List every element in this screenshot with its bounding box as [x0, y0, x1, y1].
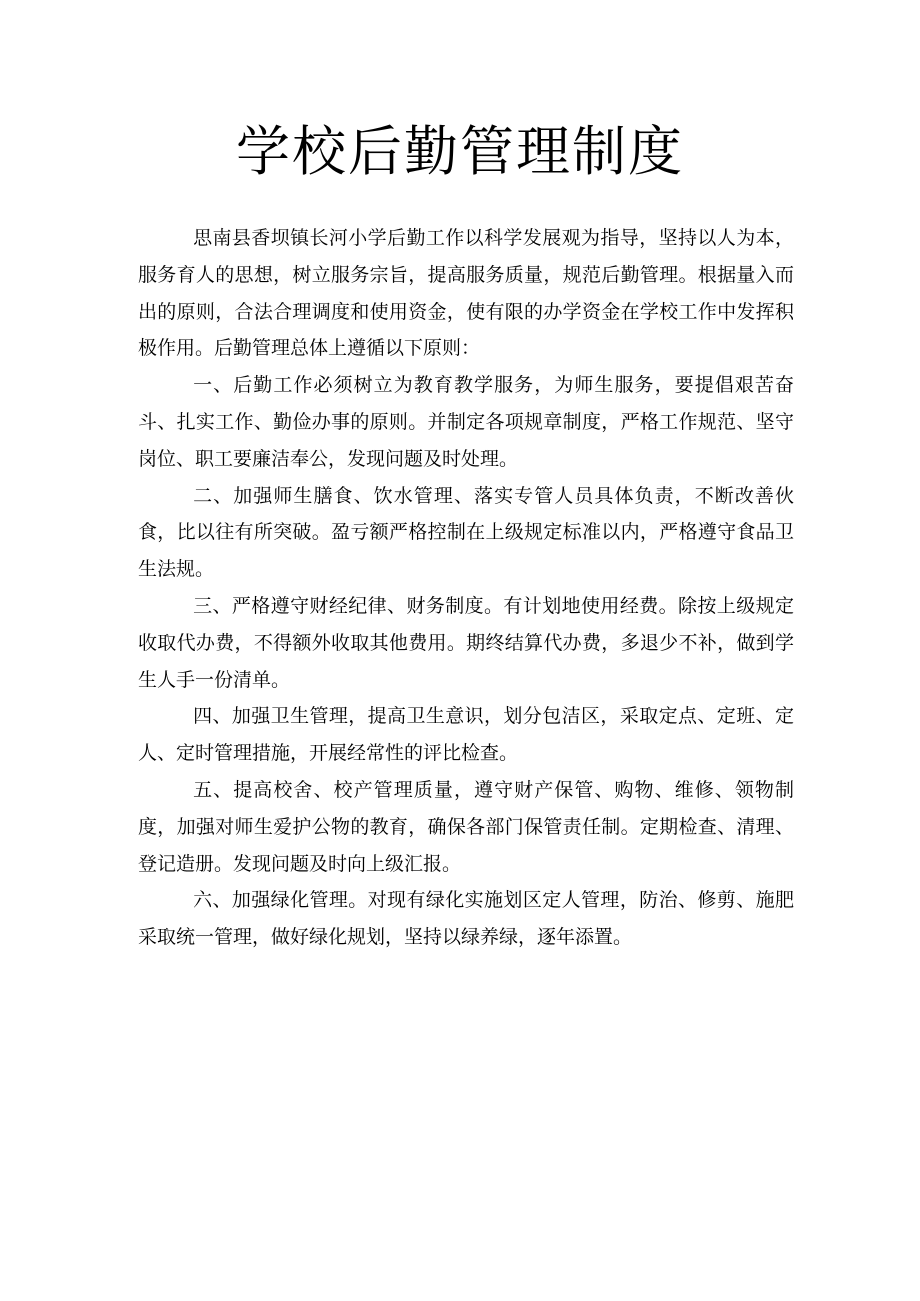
paragraph-rule-3: 三、严格遵守财经纪律、财务制度。有计划地使用经费。除按上级规定收取代办费，不得额外收取其他费用。期终结算代办费，多退少不补，做到学生人手一份清单。	[138, 594, 794, 691]
paragraph-rule-6: 六、加强绿化管理。对现有绿化实施划区定人管理，防治、修剪、施肥采取统一管理，做好绿化规划，坚持以绿养绿，逐年添置。	[138, 889, 794, 949]
paragraph-rule-4: 四、加强卫生管理，提高卫生意识，划分包洁区，采取定点、定班、定人、定时管理措施，开展经常性的评比检查。	[138, 705, 794, 765]
paragraph-rule-2: 二、加强师生膳食、饮水管理、落实专管人员具体负责，不断改善伙食，比以往有所突破。盈亏额严格控制在上级规定标准以内，严格遵守食品卫生法规。	[138, 484, 794, 581]
paragraph-rule-1: 一、后勤工作必须树立为教育教学服务，为师生服务，要提倡艰苦奋斗、扎实工作、勤俭办事的原则。并制定各项规章制度，严格工作规范、坚守岗位、职工要廉洁奉公，发现问题及时处理。	[138, 374, 794, 470]
document-body	[138, 220, 794, 956]
paragraph-rule-5: 五、提高校舍、校产管理质量，遵守财产保管、购物、维修、领物制度，加强对师生爱护公物的教育，确保各部门保管责任制。定期检查、清理、登记造册。发现问题及时向上级汇报。	[138, 778, 794, 875]
paragraph-intro: 思南县香坝镇长河小学后勤工作以科学发展观为指导，坚持以人为本，服务育人的思想，树立服务宗旨，提高服务质量，规范后勤管理。根据量入而出的原则，合法合理调度和使用资金，使有限的办学资金在学校工作中发挥积极作用。后勤管理总体上遵循以下原则：	[138, 227, 794, 360]
page-title: 学校后勤管理制度	[236, 120, 684, 183]
